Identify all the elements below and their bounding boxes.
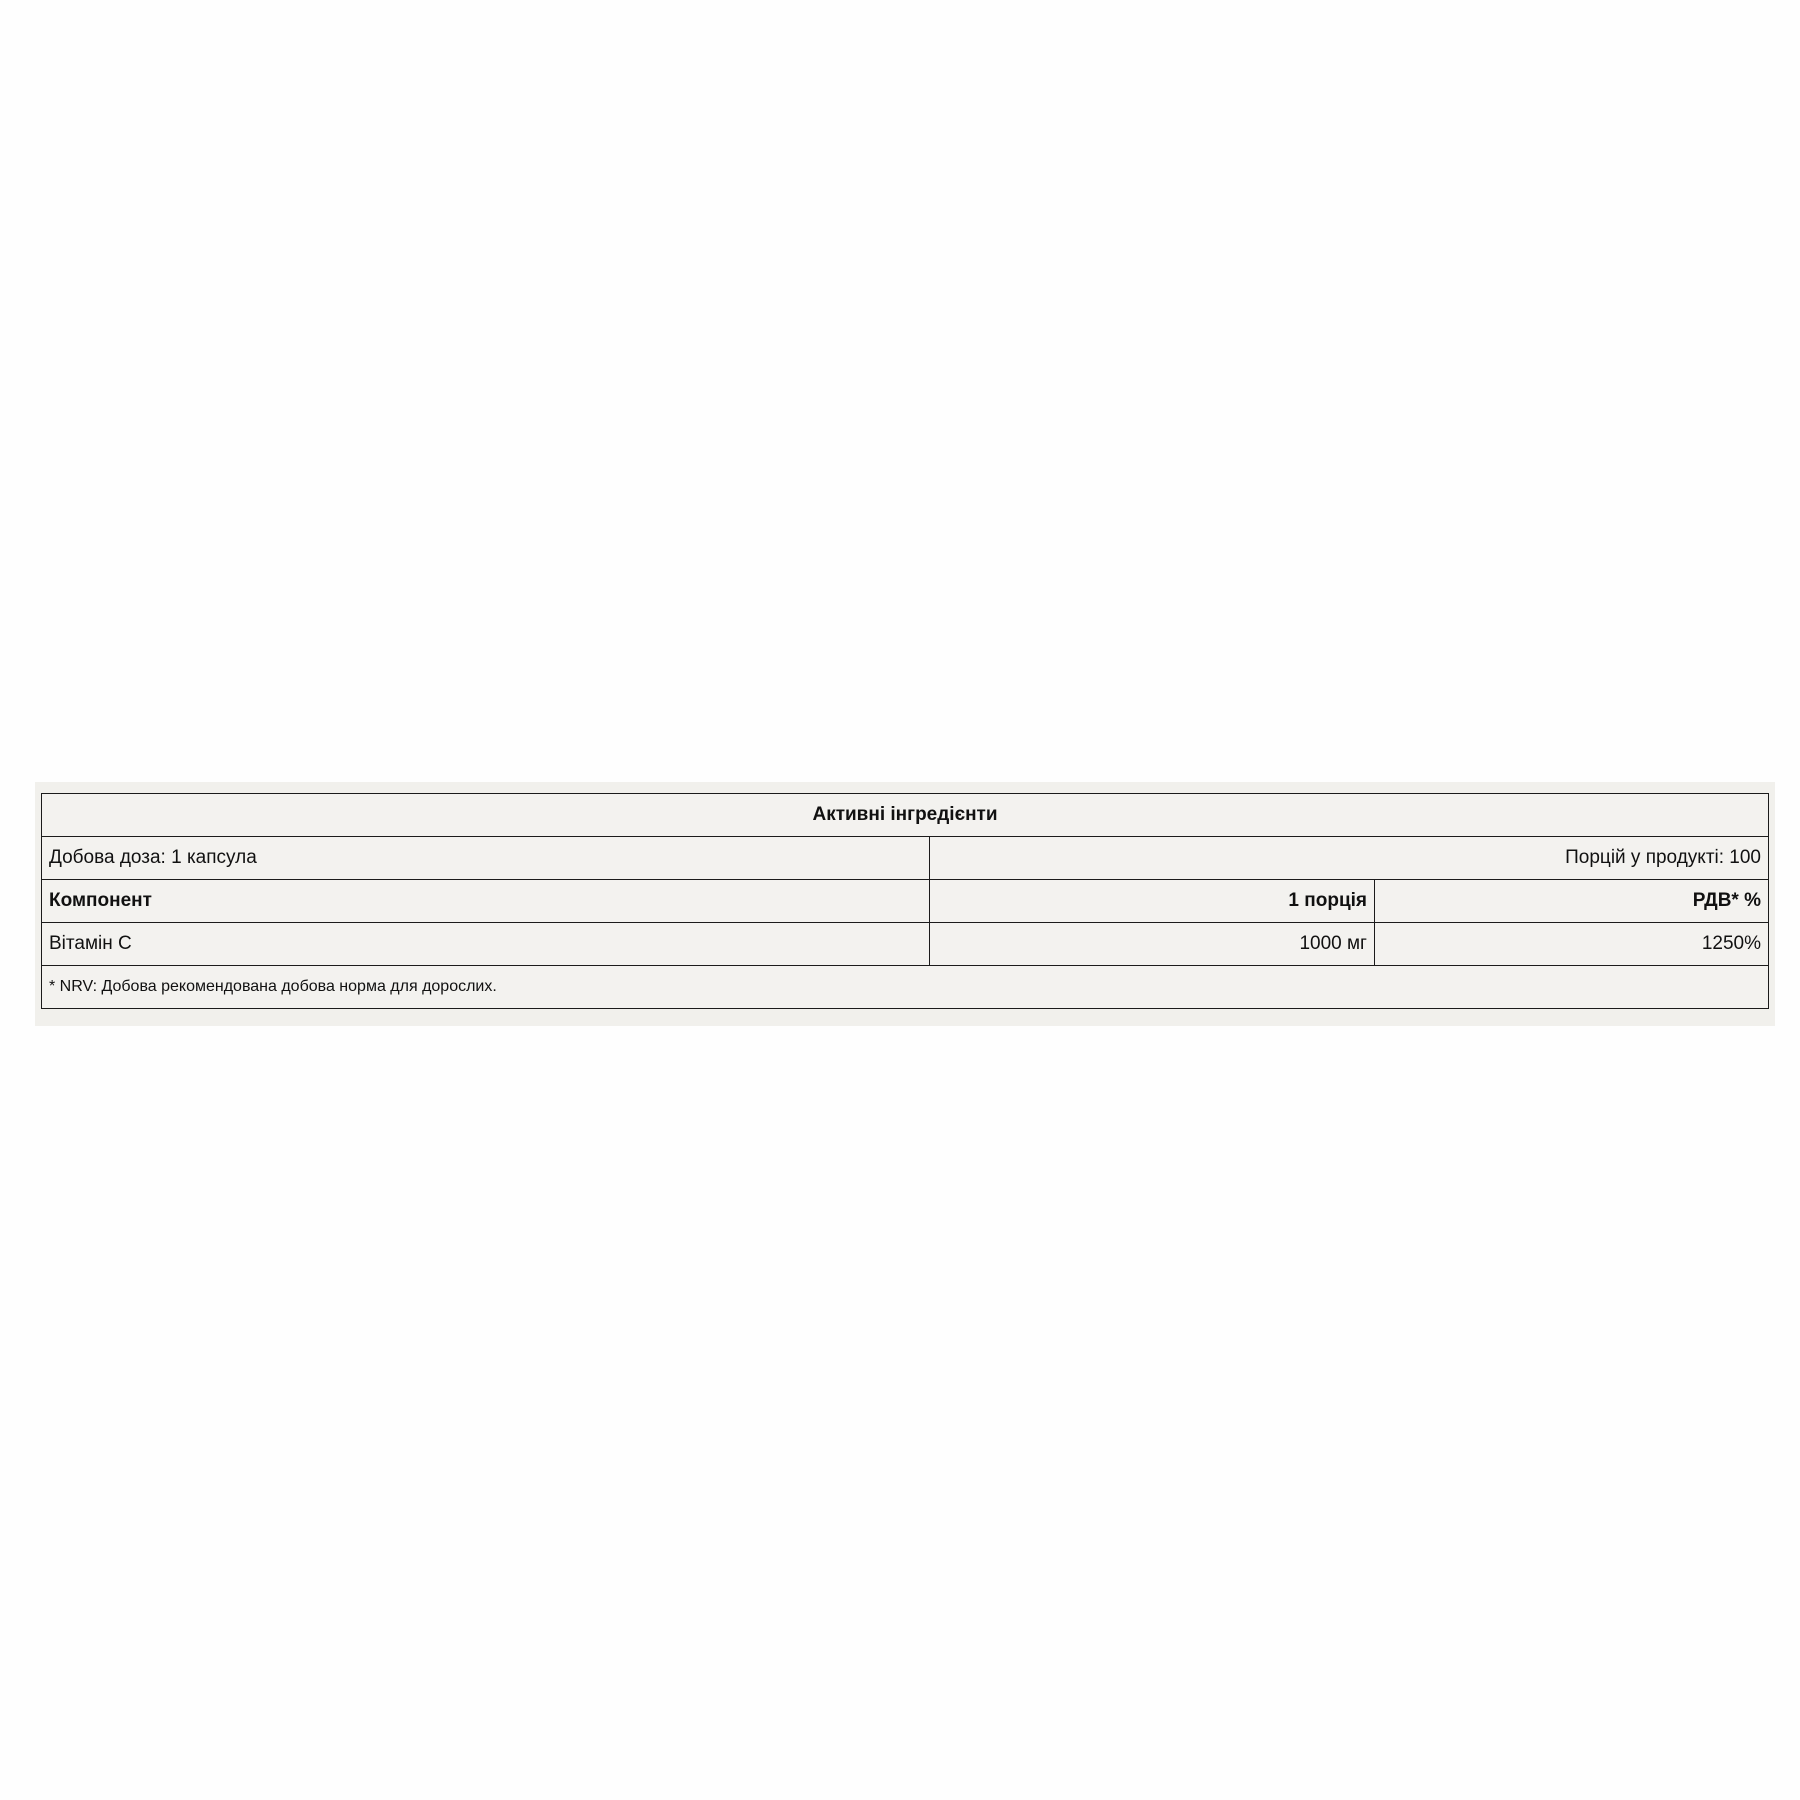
footnote-row bbox=[42, 966, 1769, 1009]
header-per-serving: 1 порція bbox=[930, 880, 1375, 923]
ingredients-panel bbox=[35, 782, 1775, 1026]
dose-row bbox=[42, 837, 1769, 880]
table-title-row bbox=[42, 794, 1769, 837]
row-per-serving: 1000 мг bbox=[930, 923, 1375, 966]
header-rdv: РДВ* % bbox=[1375, 880, 1769, 923]
ingredients-table bbox=[41, 793, 1769, 1009]
table-row bbox=[42, 923, 1769, 966]
row-rdv: 1250% bbox=[1375, 923, 1769, 966]
footnote: * NRV: Добова рекомендована добова норма для дорослих. bbox=[42, 966, 1769, 1009]
table-title: Активні інгредієнти bbox=[42, 794, 1769, 837]
header-row bbox=[42, 880, 1769, 923]
servings-per-product: Порцій у продукті: 100 bbox=[930, 837, 1769, 880]
row-component: Вітамін С bbox=[42, 923, 930, 966]
daily-dose: Добова доза: 1 капсула bbox=[42, 837, 930, 880]
header-component: Компонент bbox=[42, 880, 930, 923]
